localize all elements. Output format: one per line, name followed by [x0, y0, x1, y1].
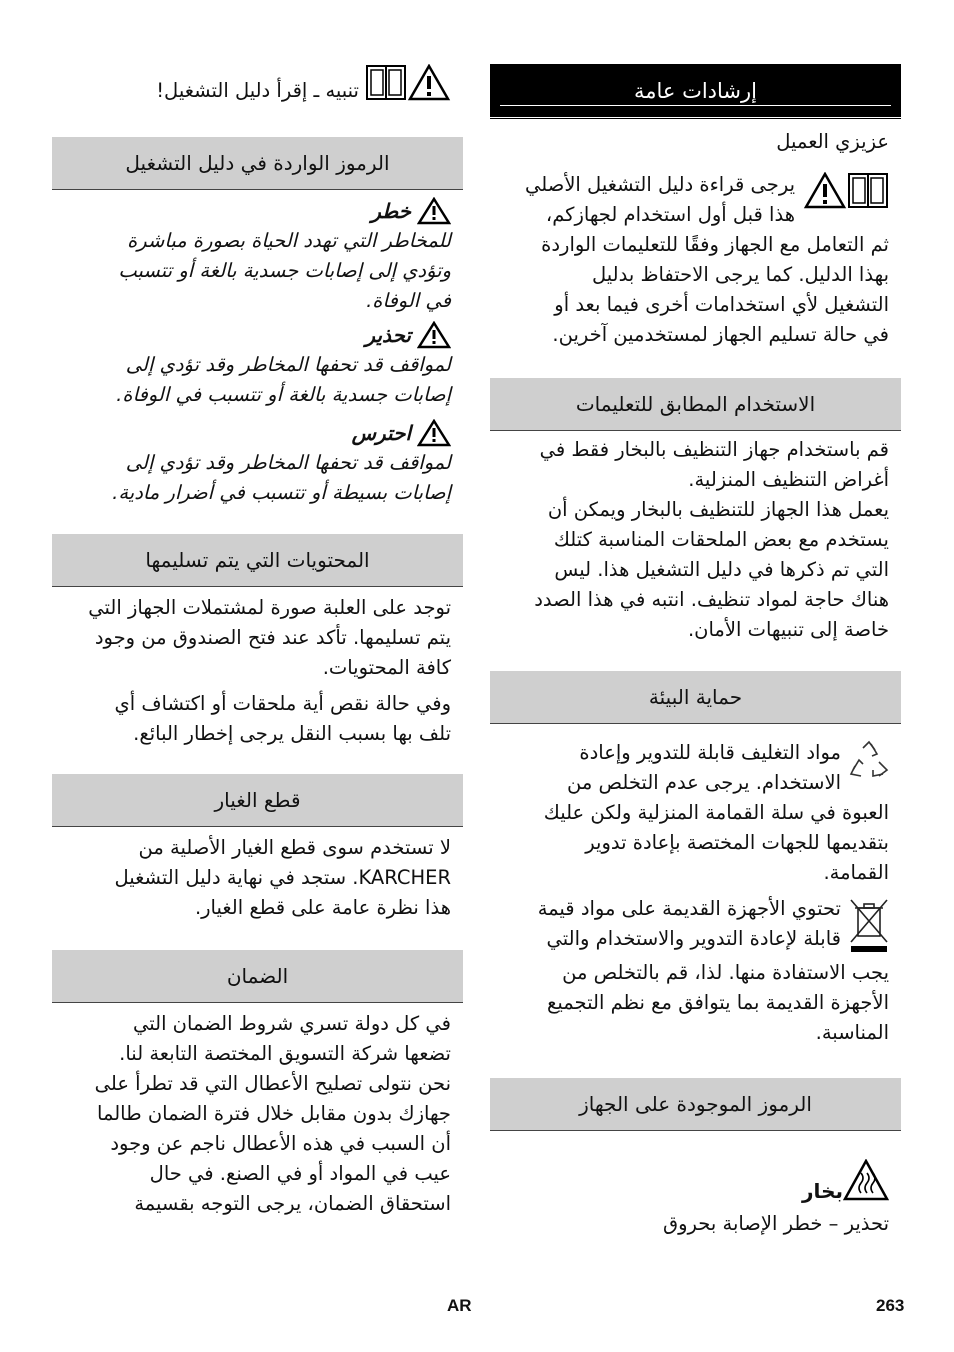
contents-line: توجد على العلبة صورة لمشتملات الجهاز التي — [88, 596, 451, 619]
contents-block — [52, 593, 463, 749]
contents-line: وفي حالة نقص أية ملحقات أو اكتشاف أي — [114, 692, 451, 715]
caution-triangle-icon — [417, 419, 451, 447]
intended-use-line: أغراض التنظيف المنزلية. — [688, 468, 889, 491]
warning-heading — [52, 320, 463, 350]
danger-line: في الوفاة. — [366, 289, 451, 312]
spare-parts-block — [52, 833, 463, 923]
recycle-block — [490, 738, 901, 888]
steam-description: تحذير – خطر الإصابة بحروق — [662, 1212, 889, 1235]
section-header-intended-use: الاستخدام المطابق للتعليمات — [490, 378, 901, 431]
section-header-spare-parts: قطع الغيار — [52, 774, 463, 827]
intro-line: التشغيل لأي استخدامات أخرى فيما بعد أو — [554, 293, 889, 316]
read-manual-warning-icon — [365, 64, 451, 106]
spare-parts-line: هذا نظرة عامة على قطع الغيار. — [194, 896, 451, 919]
warning-line: لمواقف قد تحفها المخاطر وقد تؤدي إلى — [125, 353, 451, 376]
section-header-contents: المحتويات التي يتم تسليمها — [52, 534, 463, 587]
warranty-block — [52, 1009, 463, 1219]
weee-line: الأجهزة القديمة بما يتوافق مع نظم التجميع — [547, 991, 889, 1014]
steam-symbol-row — [490, 1159, 901, 1205]
section-header-general — [490, 64, 901, 117]
intro-line: في حالة تسليم الجهاز لمستخدمين آخرين. — [552, 323, 889, 346]
caution-line: لمواقف قد تحفها المخاطر وقد تؤدي إلى — [125, 451, 451, 474]
header-underline — [490, 118, 901, 119]
warranty-line: استحقاق الضمان، يرجى التوجه بقسيمة — [134, 1192, 451, 1215]
read-manual-warning-icon — [803, 172, 889, 214]
page-number: 263 — [876, 1296, 905, 1315]
intended-use-line: هناك حاجة لمواد تنظيف. انتبه في هذا الصدد — [534, 588, 889, 611]
recycle-line: بتقديمها للجهات المختصة بإعادة تدوير — [585, 831, 889, 854]
weee-line: قابلة لإعادة التدوير والاستخدام والتي — [546, 927, 841, 950]
intended-use-block — [490, 435, 901, 645]
section-title-general: إرشادات عامة — [633, 79, 758, 103]
spare-parts-line: لا تستخدم سوى قطع الغيار الأصلية من — [138, 836, 451, 859]
warranty-line: عيب في المواد أو في الصنع. في حال — [149, 1162, 451, 1185]
greeting: عزيزي العميل — [776, 130, 889, 153]
intended-use-line: يعمل هذا الجهاز للتنظيف بالبخار ويمكن أن — [547, 498, 889, 521]
left-column — [52, 64, 463, 1219]
caution-label: احترس — [351, 421, 411, 445]
hot-steam-warning-icon — [843, 1159, 889, 1205]
contents-line: يتم تسليمها. تأكد عند فتح الصندوق من وجود — [94, 626, 451, 649]
danger-triangle-icon — [417, 197, 451, 225]
weee-line: المناسبة. — [815, 1021, 889, 1044]
warning-block — [52, 320, 463, 410]
warranty-line: نحن نتولى تصليح الأعطال التي قد تطرأ على — [94, 1072, 451, 1095]
warning-triangle-icon — [417, 321, 451, 349]
warning-label: تحذير — [365, 323, 411, 347]
danger-heading — [52, 196, 463, 226]
danger-label: خطر — [371, 199, 411, 223]
steam-label: بخار — [802, 1179, 843, 1203]
intro-line: هذا قبل أول استخدام لجهازكم، — [545, 203, 795, 226]
warning-line: إصابات جسدية بالغة أو تتسبب في الوفاة. — [116, 383, 451, 406]
danger-line: للمخاطر التي تهدد الحياة بصورة مباشرة — [127, 229, 451, 252]
intro-line: ثم التعامل مع الجهاز وفقًا للتعليمات الواردة — [541, 233, 889, 256]
right-column — [490, 64, 901, 1239]
header-rule — [500, 105, 891, 106]
recycle-line: القمامة. — [823, 861, 889, 884]
recycle-line: الاستخدام. يرجى عدم التخلص من — [567, 771, 841, 794]
spare-parts-line: KARCHER. ستجد في نهاية دليل التشغيل — [114, 866, 451, 889]
intro-line: يرجى قراءة دليل التشغيل الأصلي — [525, 173, 795, 196]
weee-block — [490, 894, 901, 1048]
warranty-line: في كل دولة تسري شروط الضمان التي — [132, 1012, 451, 1035]
warranty-line: أن السبب في هذه الأعطال ناجم عن وجود — [110, 1132, 451, 1155]
recycle-line: مواد التغليف قابلة للتدوير وإعادة — [579, 741, 841, 764]
caution-block — [52, 418, 463, 508]
weee-line: تحتوي الأجهزة القديمة على مواد قيمة — [537, 897, 841, 920]
intro-line: بهذا الدليل. كما يرجى الاحتفاظ بدليل — [591, 263, 889, 286]
caution-line: إصابات بسيطة أو تتسبب في أضرار مادية. — [112, 481, 451, 504]
caution-heading — [52, 418, 463, 448]
intended-use-line: خاصة إلى تنبيهات الأمان. — [687, 618, 889, 641]
section-header-device-symbols: الرموز الموجودة على الجهاز — [490, 1078, 901, 1131]
section-header-environment: حماية البيئة — [490, 671, 901, 724]
footer-language: AR — [447, 1296, 472, 1315]
intended-use-line: التي تم ذكرها في دليل التشغيل هذا. ليس — [554, 558, 889, 581]
danger-line: وتؤدي إلى إصابات جسدية بالغة أو تتسبب — [118, 259, 451, 282]
warranty-line: جهازك بدون مقابل خلال فترة الضمان طالما — [97, 1102, 451, 1125]
intro-block — [490, 170, 901, 350]
weee-line: يجب الاستفادة منها. لذا، قم بالتخلص من — [562, 961, 889, 984]
contents-line: تلف بها بسبب النقل يرجى إخطار البائع. — [133, 722, 451, 745]
notice-text: تنبيه ـ إقرأ دليل التشغيل! — [156, 78, 359, 102]
intended-use-line: قم باستخدام جهاز التنظيف بالبخار فقط في — [539, 438, 889, 461]
section-header-warranty: الضمان — [52, 950, 463, 1003]
crossed-bin-icon — [849, 898, 889, 958]
read-manual-notice — [52, 64, 463, 106]
intended-use-line: يستخدم مع بعض الملحقات المناسبة كتلك — [553, 528, 889, 551]
recycle-icon — [849, 740, 889, 784]
section-header-symbols: الرموز الواردة في دليل التشغيل — [52, 137, 463, 190]
danger-block — [52, 196, 463, 316]
contents-line: كافة المحتويات. — [322, 656, 451, 679]
recycle-line: العبوة في سلة القمامة المنزلية ولكن عليك — [543, 801, 889, 824]
warranty-line: تضعها شركة التسويق المختصة التابعة لنا. — [119, 1042, 451, 1065]
